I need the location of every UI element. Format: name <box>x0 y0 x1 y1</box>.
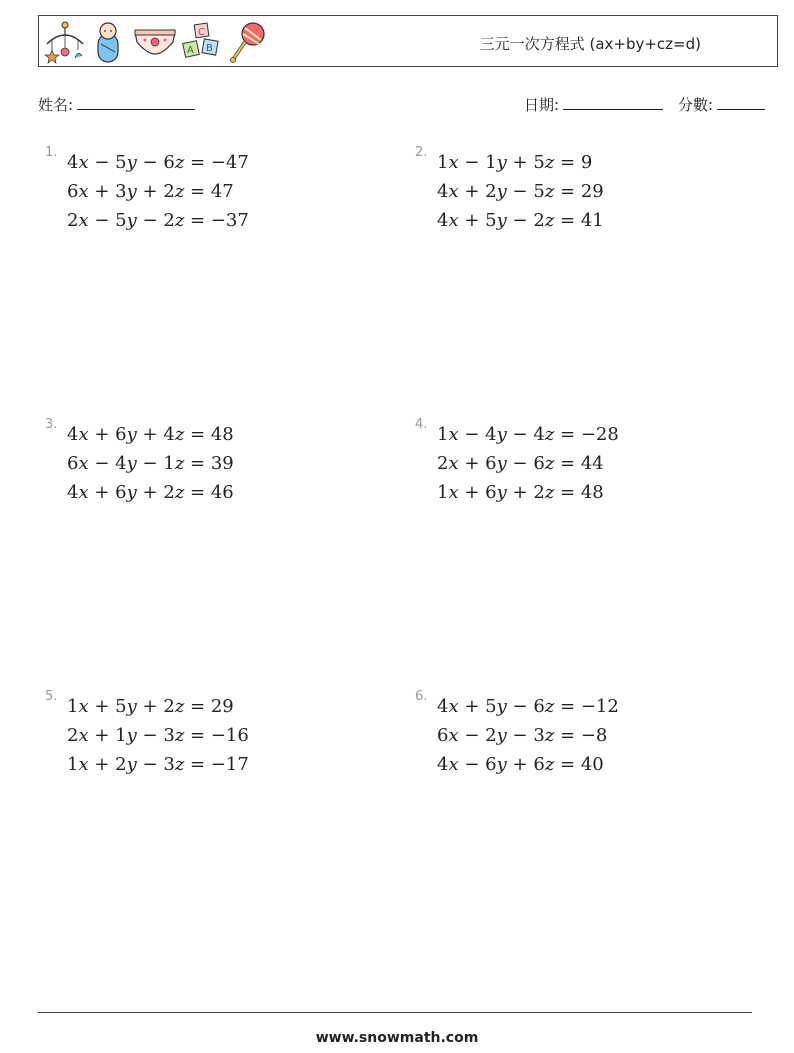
coef-b: 3 <box>115 181 127 202</box>
coef-a: 4 <box>437 696 449 717</box>
problem-number: 2. <box>415 145 428 160</box>
equation: 2x − 5y − 2z = −37 <box>67 210 249 231</box>
coef-b: 4 <box>485 424 497 445</box>
constant: 29 <box>580 181 604 202</box>
constant: 48 <box>580 482 604 503</box>
equation: 1x + 5y + 2z = 29 <box>67 696 234 717</box>
var-z: z <box>174 754 185 775</box>
problem-number: 1. <box>45 145 58 160</box>
coef-c: 2 <box>533 482 545 503</box>
var-y: y <box>496 152 507 173</box>
var-y: y <box>126 754 137 775</box>
abc-blocks-icon <box>179 20 223 64</box>
var-x: x <box>78 754 89 775</box>
coef-c: 6 <box>533 754 545 775</box>
sign-1: + <box>94 482 110 503</box>
var-y: y <box>496 754 507 775</box>
var-x: x <box>448 210 459 231</box>
sign-2: + <box>142 482 158 503</box>
date-field <box>524 94 663 115</box>
var-y: y <box>496 424 507 445</box>
var-x: x <box>78 725 89 746</box>
coef-b: 2 <box>115 754 127 775</box>
coef-c: 6 <box>533 453 545 474</box>
var-x: x <box>78 424 89 445</box>
constant: 47 <box>210 181 234 202</box>
var-z: z <box>174 696 185 717</box>
var-z: z <box>544 181 555 202</box>
name-blank[interactable] <box>77 95 195 110</box>
sign-2: − <box>512 725 528 746</box>
sign-2: − <box>142 754 158 775</box>
coef-a: 4 <box>67 152 79 173</box>
coef-a: 4 <box>67 482 79 503</box>
sign-1: + <box>94 754 110 775</box>
equation: 4x + 5y − 2z = 41 <box>437 210 604 231</box>
sign-2: + <box>142 424 158 445</box>
footer-divider <box>38 1012 752 1013</box>
name-label: 姓名: <box>38 96 74 114</box>
coef-b: 6 <box>485 754 497 775</box>
var-y: y <box>496 453 507 474</box>
coef-b: 6 <box>115 424 127 445</box>
date-blank[interactable] <box>563 95 663 110</box>
var-z: z <box>174 210 185 231</box>
equation-system <box>67 692 249 779</box>
svg-text:B: B <box>206 43 213 54</box>
var-y: y <box>126 482 137 503</box>
sign-1: + <box>94 181 110 202</box>
sign-2: − <box>142 210 158 231</box>
var-y: y <box>126 424 137 445</box>
var-z: z <box>544 696 555 717</box>
var-y: y <box>496 725 507 746</box>
var-x: x <box>448 181 459 202</box>
sign-2: − <box>512 424 528 445</box>
date-label: 日期: <box>524 96 560 114</box>
sign-2: + <box>142 181 158 202</box>
coef-a: 4 <box>437 754 449 775</box>
constant: −17 <box>210 754 249 775</box>
coef-c: 2 <box>163 696 175 717</box>
equation-system <box>67 148 249 235</box>
coef-a: 1 <box>437 152 449 173</box>
sign-2: − <box>512 696 528 717</box>
sign-2: − <box>512 453 528 474</box>
coef-a: 6 <box>437 725 449 746</box>
constant: 48 <box>210 424 234 445</box>
coef-a: 6 <box>67 453 79 474</box>
var-z: z <box>544 725 555 746</box>
coef-c: 6 <box>163 152 175 173</box>
score-blank[interactable] <box>717 95 765 110</box>
sign-2: + <box>512 754 528 775</box>
problem-number: 5. <box>45 689 58 704</box>
coef-a: 2 <box>67 210 79 231</box>
coef-b: 6 <box>485 482 497 503</box>
var-x: x <box>448 453 459 474</box>
constant: −28 <box>580 424 619 445</box>
problem-number: 3. <box>45 417 58 432</box>
equation: 4x + 6y + 4z = 48 <box>67 424 234 445</box>
equation: 4x − 5y − 6z = −47 <box>67 152 249 173</box>
var-x: x <box>78 696 89 717</box>
worksheet-header <box>38 15 778 67</box>
var-y: y <box>496 181 507 202</box>
equation: 2x + 1y − 3z = −16 <box>67 725 249 746</box>
coef-a: 6 <box>67 181 79 202</box>
coef-a: 4 <box>67 424 79 445</box>
diaper-icon <box>133 20 177 64</box>
coef-b: 2 <box>485 181 497 202</box>
sign-1: + <box>464 696 480 717</box>
sign-2: − <box>142 725 158 746</box>
coef-a: 4 <box>437 210 449 231</box>
var-z: z <box>544 754 555 775</box>
var-y: y <box>496 210 507 231</box>
problem-number: 6. <box>415 689 428 704</box>
rattle-icon <box>229 20 269 64</box>
constant: 41 <box>580 210 604 231</box>
sign-2: + <box>512 482 528 503</box>
var-y: y <box>126 453 137 474</box>
coef-c: 5 <box>533 181 545 202</box>
sign-2: + <box>512 152 528 173</box>
coef-c: 3 <box>533 725 545 746</box>
coef-b: 5 <box>485 210 497 231</box>
sign-1: − <box>464 725 480 746</box>
sign-2: − <box>142 453 158 474</box>
sign-1: + <box>94 696 110 717</box>
problem-6 <box>415 689 735 799</box>
constant: 40 <box>580 754 604 775</box>
var-x: x <box>448 424 459 445</box>
coef-c: 2 <box>163 210 175 231</box>
problem-3 <box>45 417 365 527</box>
constant: 29 <box>210 696 234 717</box>
coef-c: 4 <box>163 424 175 445</box>
coef-a: 1 <box>437 424 449 445</box>
sign-1: + <box>94 424 110 445</box>
var-z: z <box>174 152 185 173</box>
var-z: z <box>174 181 185 202</box>
coef-b: 1 <box>485 152 497 173</box>
var-z: z <box>544 152 555 173</box>
coef-a: 1 <box>67 754 79 775</box>
var-y: y <box>126 210 137 231</box>
var-y: y <box>126 725 137 746</box>
coef-a: 1 <box>437 482 449 503</box>
coef-a: 4 <box>437 181 449 202</box>
coef-c: 2 <box>163 482 175 503</box>
equation-system <box>67 420 234 507</box>
coef-c: 4 <box>533 424 545 445</box>
problem-4 <box>415 417 735 527</box>
constant: 39 <box>210 453 234 474</box>
var-z: z <box>544 210 555 231</box>
constant: −47 <box>210 152 249 173</box>
coef-b: 5 <box>115 696 127 717</box>
var-x: x <box>78 482 89 503</box>
problem-5 <box>45 689 365 799</box>
coef-a: 1 <box>67 696 79 717</box>
svg-text:A: A <box>187 45 194 56</box>
sign-2: + <box>142 696 158 717</box>
constant: −12 <box>580 696 619 717</box>
var-x: x <box>448 754 459 775</box>
equation: 1x + 2y − 3z = −17 <box>67 754 249 775</box>
sign-1: − <box>94 152 110 173</box>
var-z: z <box>174 482 185 503</box>
var-y: y <box>496 482 507 503</box>
coef-b: 5 <box>485 696 497 717</box>
coef-b: 1 <box>115 725 127 746</box>
coef-c: 5 <box>533 152 545 173</box>
coef-a: 2 <box>67 725 79 746</box>
name-field <box>38 94 195 115</box>
equation: 4x − 6y + 6z = 40 <box>437 754 604 775</box>
equation: 6x + 3y + 2z = 47 <box>67 181 234 202</box>
score-field <box>678 94 765 115</box>
sign-1: + <box>94 725 110 746</box>
equation: 1x − 4y − 4z = −28 <box>437 424 619 445</box>
var-z: z <box>174 453 185 474</box>
var-x: x <box>448 725 459 746</box>
sign-1: + <box>464 482 480 503</box>
constant: −16 <box>210 725 249 746</box>
equation-system <box>437 692 619 779</box>
equation-system <box>437 420 619 507</box>
var-x: x <box>78 453 89 474</box>
constant: 44 <box>580 453 604 474</box>
problem-1 <box>45 145 365 255</box>
constant: 46 <box>210 482 234 503</box>
equation: 4x + 5y − 6z = −12 <box>437 696 619 717</box>
worksheet-title: 三元一次方程式 (ax+by+cz=d) <box>479 35 701 53</box>
equation: 1x − 1y + 5z = 9 <box>437 152 593 173</box>
var-x: x <box>448 152 459 173</box>
var-z: z <box>544 482 555 503</box>
coef-a: 2 <box>437 453 449 474</box>
sign-2: − <box>512 210 528 231</box>
var-x: x <box>78 181 89 202</box>
var-x: x <box>78 152 89 173</box>
sign-1: + <box>464 210 480 231</box>
var-y: y <box>126 181 137 202</box>
problem-number: 4. <box>415 417 428 432</box>
coef-c: 3 <box>163 725 175 746</box>
coef-b: 6 <box>485 453 497 474</box>
equation: 4x + 2y − 5z = 29 <box>437 181 604 202</box>
sign-2: − <box>512 181 528 202</box>
coef-c: 6 <box>533 696 545 717</box>
sign-1: + <box>464 181 480 202</box>
sign-1: − <box>464 754 480 775</box>
var-y: y <box>126 696 137 717</box>
constant: −8 <box>580 725 608 746</box>
footer-url: www.snowmath.com <box>315 1030 479 1046</box>
swaddled-baby-icon <box>93 20 123 64</box>
equation-system <box>437 148 604 235</box>
equation: 6x − 2y − 3z = −8 <box>437 725 608 746</box>
var-z: z <box>174 424 185 445</box>
baby-mobile-icon <box>43 20 87 64</box>
equation: 6x − 4y − 1z = 39 <box>67 453 234 474</box>
var-y: y <box>126 152 137 173</box>
equation: 2x + 6y − 6z = 44 <box>437 453 604 474</box>
sign-1: − <box>94 453 110 474</box>
var-x: x <box>448 482 459 503</box>
coef-b: 6 <box>115 482 127 503</box>
equation: 4x + 6y + 2z = 46 <box>67 482 234 503</box>
sign-1: − <box>464 152 480 173</box>
equation: 1x + 6y + 2z = 48 <box>437 482 604 503</box>
constant: 9 <box>580 152 593 173</box>
coef-b: 4 <box>115 453 127 474</box>
coef-c: 2 <box>163 181 175 202</box>
constant: −37 <box>210 210 249 231</box>
var-y: y <box>496 696 507 717</box>
coef-b: 5 <box>115 210 127 231</box>
sign-1: + <box>464 453 480 474</box>
var-x: x <box>78 210 89 231</box>
var-z: z <box>544 453 555 474</box>
sign-1: − <box>94 210 110 231</box>
var-z: z <box>544 424 555 445</box>
coef-c: 2 <box>533 210 545 231</box>
svg-text:C: C <box>198 27 205 38</box>
sign-2: − <box>142 152 158 173</box>
var-x: x <box>448 696 459 717</box>
sign-1: − <box>464 424 480 445</box>
coef-b: 5 <box>115 152 127 173</box>
coef-c: 1 <box>163 453 175 474</box>
score-label: 分數: <box>678 96 714 114</box>
problem-2 <box>415 145 735 255</box>
var-z: z <box>174 725 185 746</box>
coef-c: 3 <box>163 754 175 775</box>
coef-b: 2 <box>485 725 497 746</box>
